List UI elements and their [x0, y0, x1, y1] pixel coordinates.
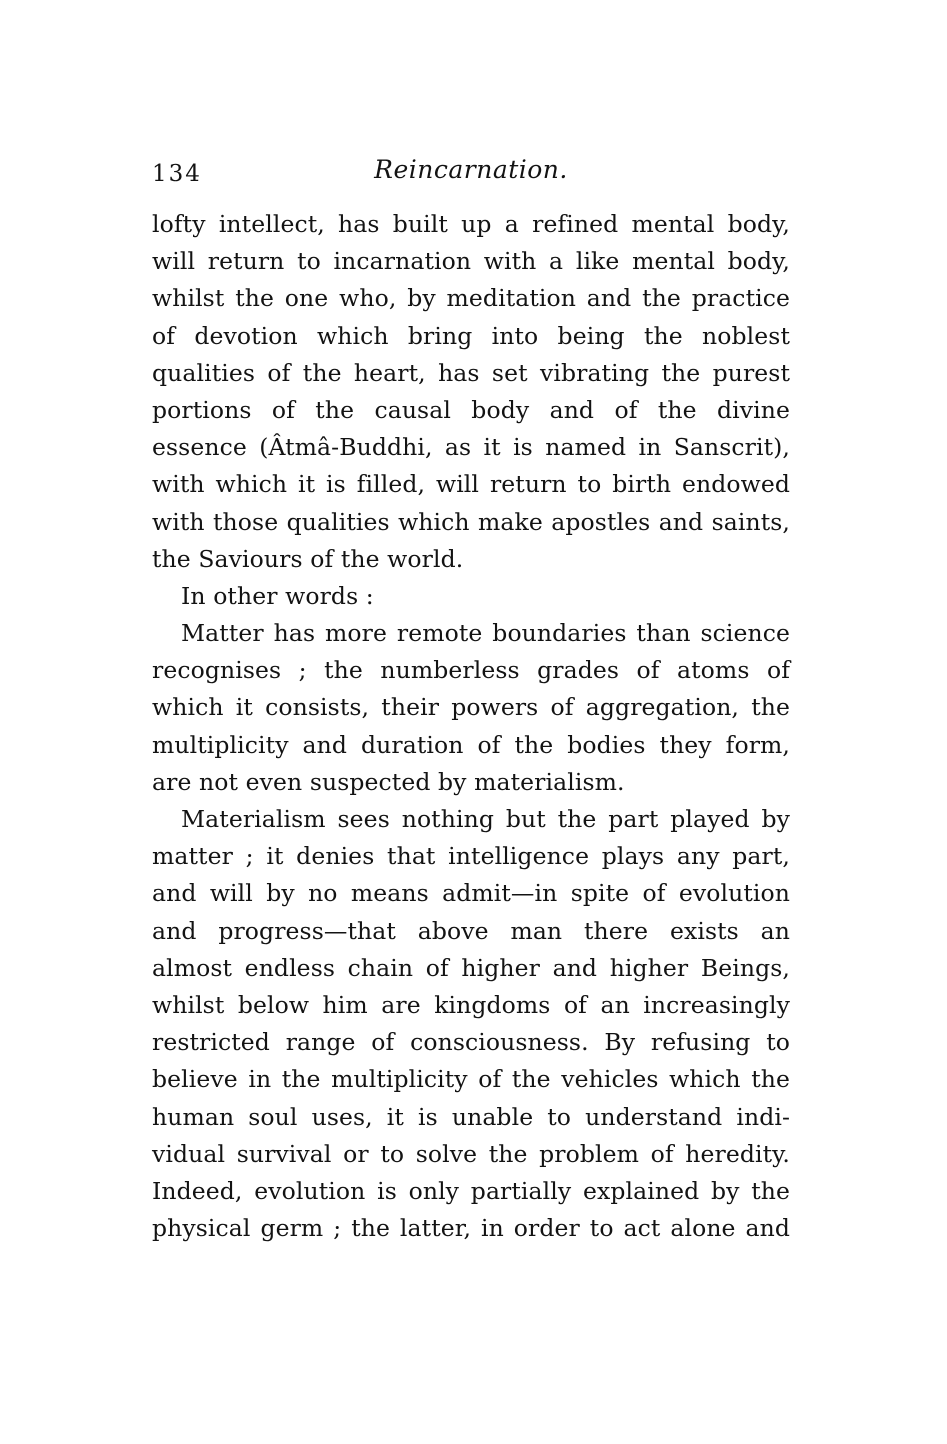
text-line: which it consists, their powers of aggregation, the: [152, 693, 790, 722]
text-line: are not even suspected by materialism.: [152, 767, 625, 796]
page-header: [152, 155, 790, 191]
text-line: physical germ ; the latter, in order to act alone and: [152, 1214, 790, 1243]
text-line: qualities of the heart, has set vibrating the purest: [152, 358, 790, 387]
text-line: In other words :: [181, 581, 374, 610]
text-line: restricted range of consciousness. By refusing to: [152, 1028, 790, 1057]
text-line: whilst below him are kingdoms of an increasingly: [152, 990, 790, 1019]
text-line: essence (Âtmâ-Buddhi, as it is named in Sanscrit),: [152, 433, 790, 462]
text-line: multiplicity and duration of the bodies they form,: [152, 730, 790, 759]
text-line: will return to incarnation with a like mental body,: [152, 247, 790, 276]
running-title: Reincarnation.: [374, 155, 568, 184]
text-line: and will by no means admit—in spite of evolution: [152, 879, 790, 908]
body-text: [152, 206, 790, 1247]
text-line: portions of the causal body and of the divine: [152, 395, 790, 424]
text-line: believe in the multiplicity of the vehicles which the: [152, 1065, 790, 1094]
text-line: lofty intellect, has built up a refined mental body,: [152, 210, 790, 238]
text-line: Matter has more remote boundaries than science: [181, 619, 790, 648]
text-line: Materialism sees nothing but the part played by: [181, 805, 790, 833]
text-line: recognises ; the numberless grades of atoms of: [152, 656, 790, 685]
page-number: 134: [152, 161, 202, 187]
text-line: human soul uses, it is unable to understand indi-: [152, 1102, 790, 1131]
text-line: of devotion which bring into being the noblest: [152, 321, 790, 350]
text-line: matter ; it denies that intelligence plays any part,: [152, 842, 790, 871]
text-line: whilst the one who, by meditation and the practice: [152, 284, 790, 313]
text-line: vidual survival or to solve the problem of heredity.: [152, 1139, 790, 1168]
text-line: and progress—that above man there exists an: [152, 916, 790, 945]
text-line: Indeed, evolution is only partially explained by the: [152, 1176, 790, 1205]
text-line: with which it is filled, will return to birth endowed: [152, 470, 790, 499]
text-line: the Saviours of the world.: [152, 544, 464, 573]
text-line: with those qualities which make apostles and saints,: [152, 507, 790, 536]
text-line: almost endless chain of higher and higher Beings,: [152, 953, 790, 982]
